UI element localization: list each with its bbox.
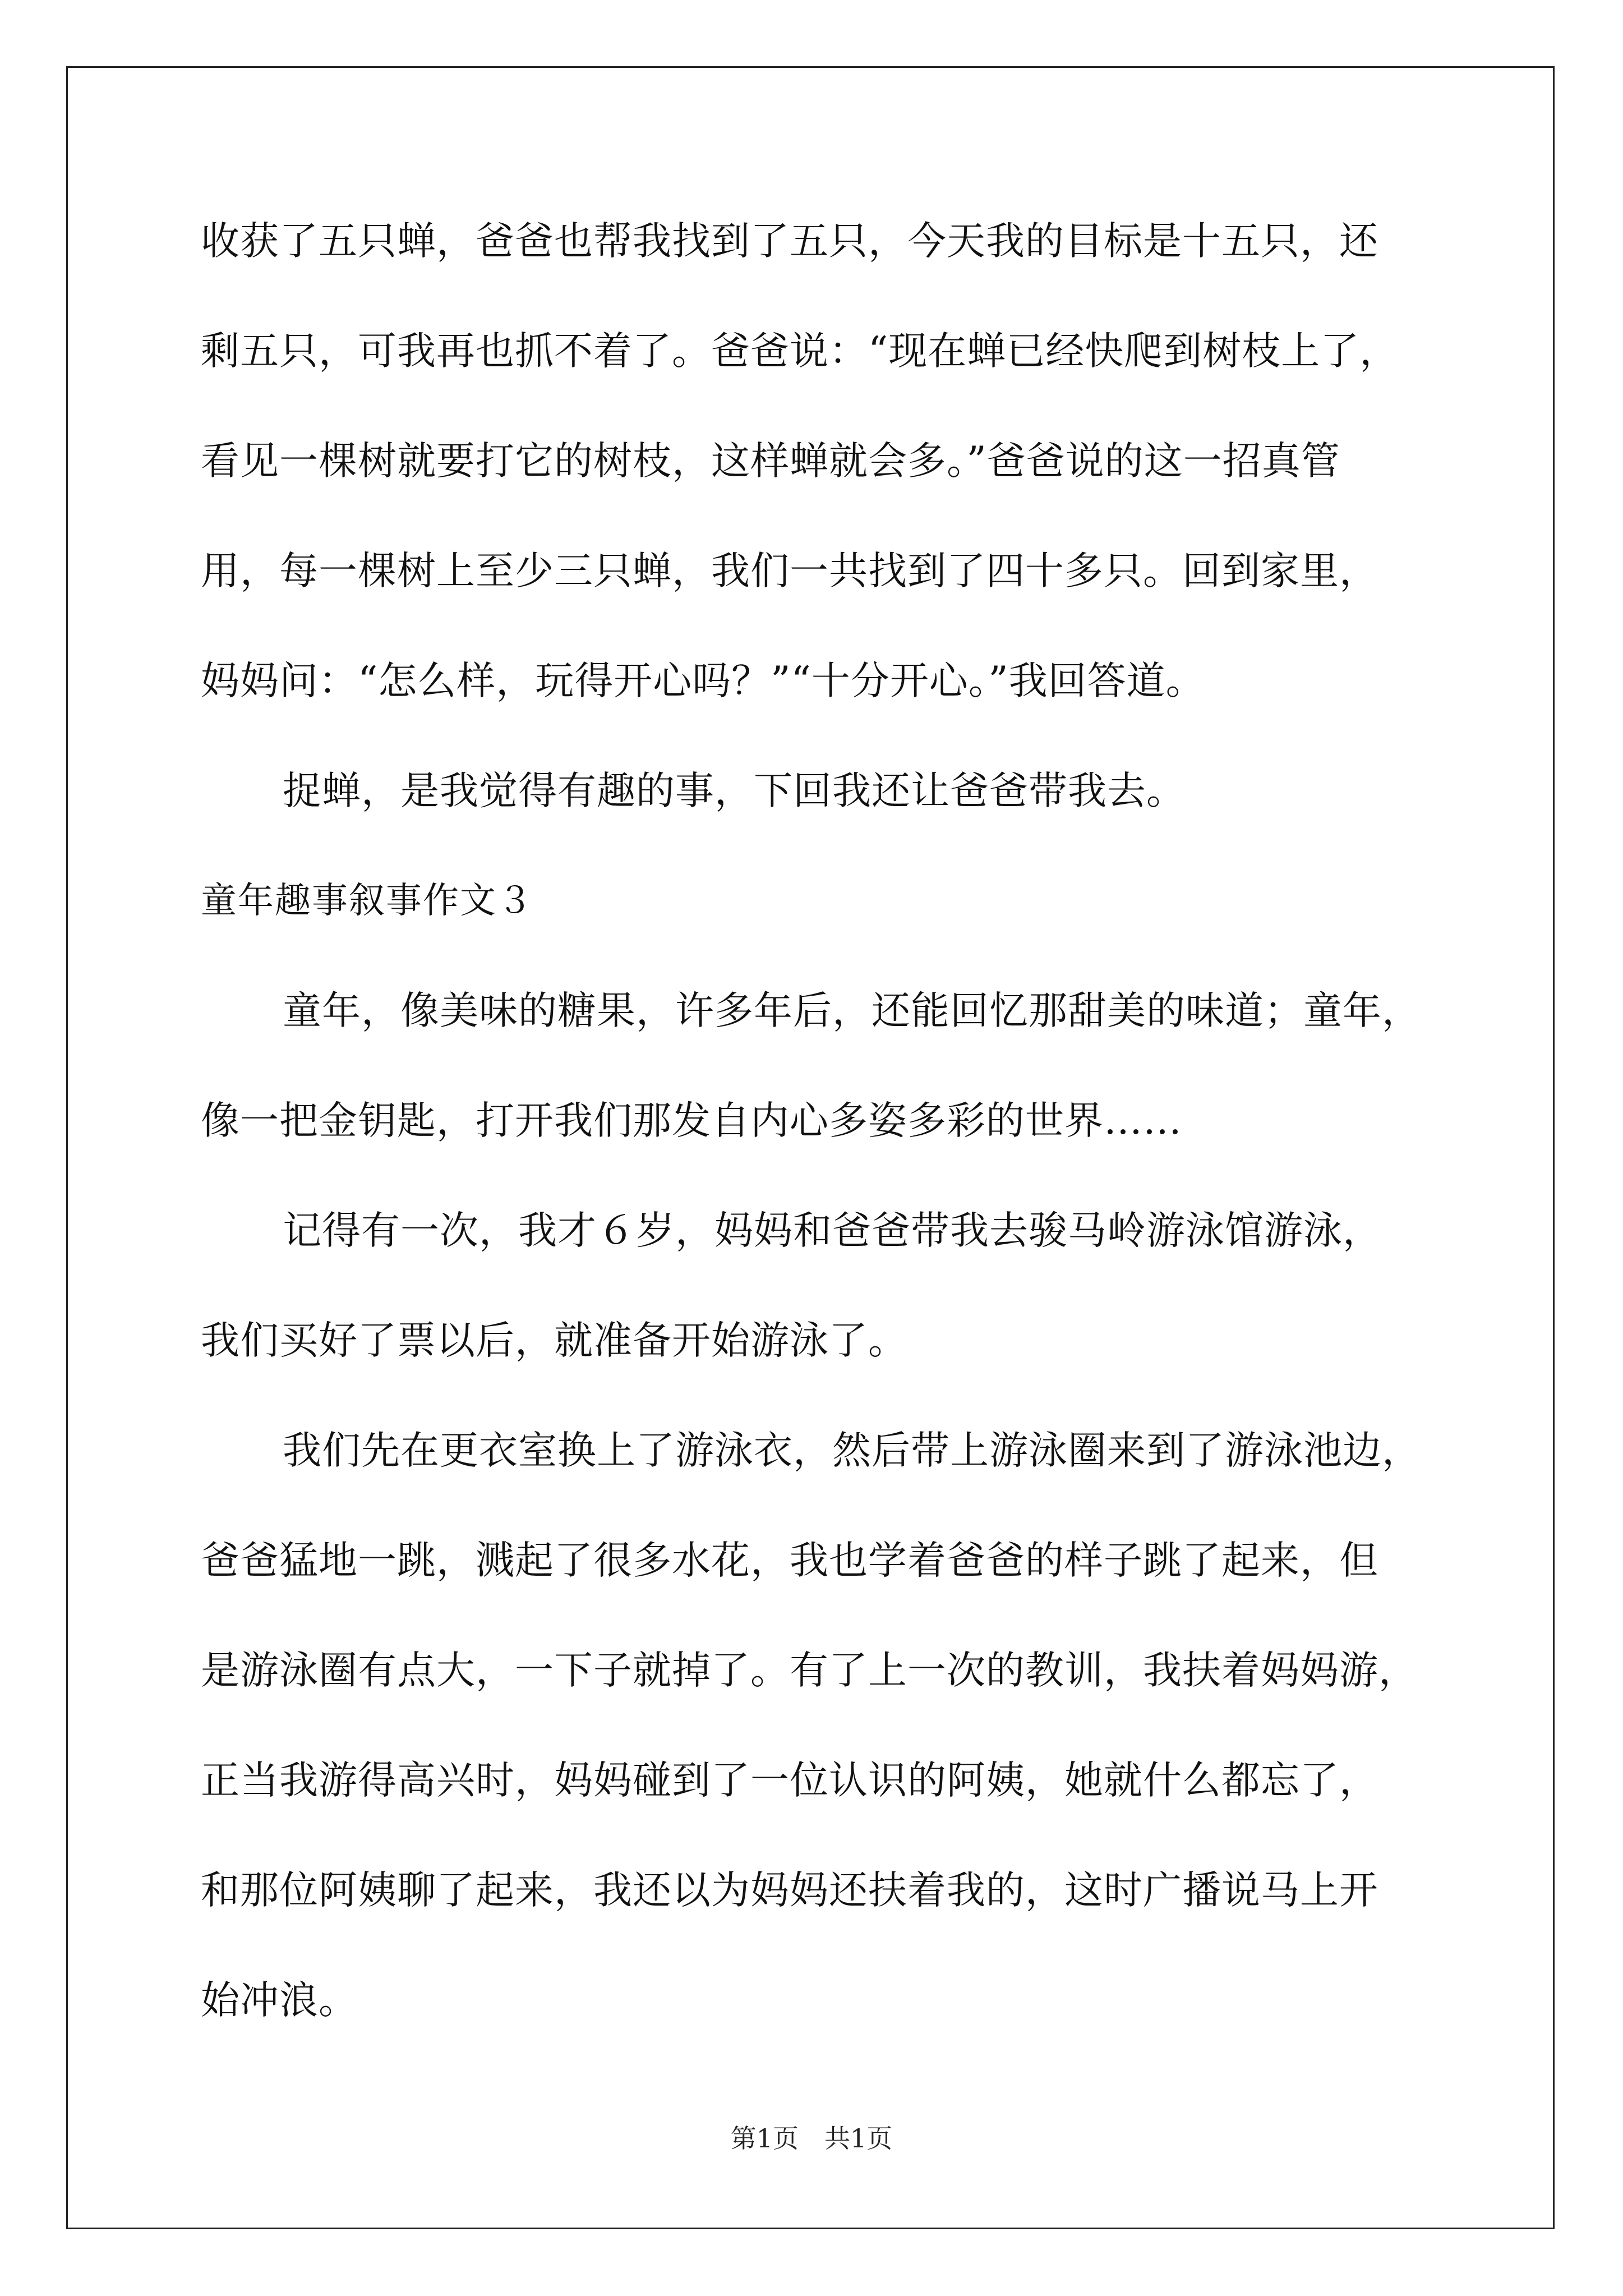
text-line: 我们买好了票以后，就准备开始游泳了。: [201, 1318, 907, 1363]
text-line: 看见一棵树就要打它的树枝，这样蝉就会多。”爸爸说的这一招真管: [201, 439, 1340, 484]
page-number: 第1页 共1页: [730, 2123, 893, 2154]
text-line: 剩五只，可我再也抓不着了。爸爸说：“现在蝉已经快爬到树枝上了，: [201, 329, 1399, 374]
text-line: 爸爸猛地一跳，溅起了很多水花，我也学着爸爸的样子跳了起来，但: [201, 1538, 1378, 1583]
paragraph-line: 童年，像美味的糖果，许多年后，还能回忆那甜美的味道；童年，: [283, 988, 1421, 1033]
text-line: 正当我游得高兴时，妈妈碰到了一位认识的阿姨，她就什么都忘了，: [201, 1758, 1378, 1803]
section-heading: 童年趣事叙事作文３: [201, 880, 534, 922]
text-line: 收获了五只蝉，爸爸也帮我找到了五只，今天我的目标是十五只，还: [201, 219, 1378, 264]
text-line: 像一把金钥匙，打开我们那发自内心多姿多彩的世界……: [201, 1098, 1182, 1143]
document-body: [201, 213, 1457, 2082]
text-line: 是游泳圈有点大，一下子就掉了。有了上一次的教训，我扶着妈妈游，: [201, 1648, 1418, 1693]
text-line: 妈妈问：“怎么样，玩得开心吗？”“十分开心。”我回答道。: [201, 659, 1205, 703]
text-line: 和那位阿姨聊了起来，我还以为妈妈还扶着我的，这时广播说马上开: [201, 1868, 1378, 1913]
paragraph-line: 捉蝉，是我觉得有趣的事，下回我还让爸爸带我去。: [283, 769, 1186, 813]
text-line: 始冲浪。: [201, 1978, 358, 2023]
text-line: 用，每一棵树上至少三只蝉，我们一共找到了四十多只。回到家里，: [201, 549, 1378, 593]
paragraph-line: 我们先在更衣室换上了游泳衣，然后带上游泳圈来到了游泳池边，: [283, 1428, 1421, 1473]
paragraph-line: 记得有一次，我才６岁，妈妈和爸爸带我去骏马岭游泳馆游泳，: [283, 1208, 1382, 1253]
